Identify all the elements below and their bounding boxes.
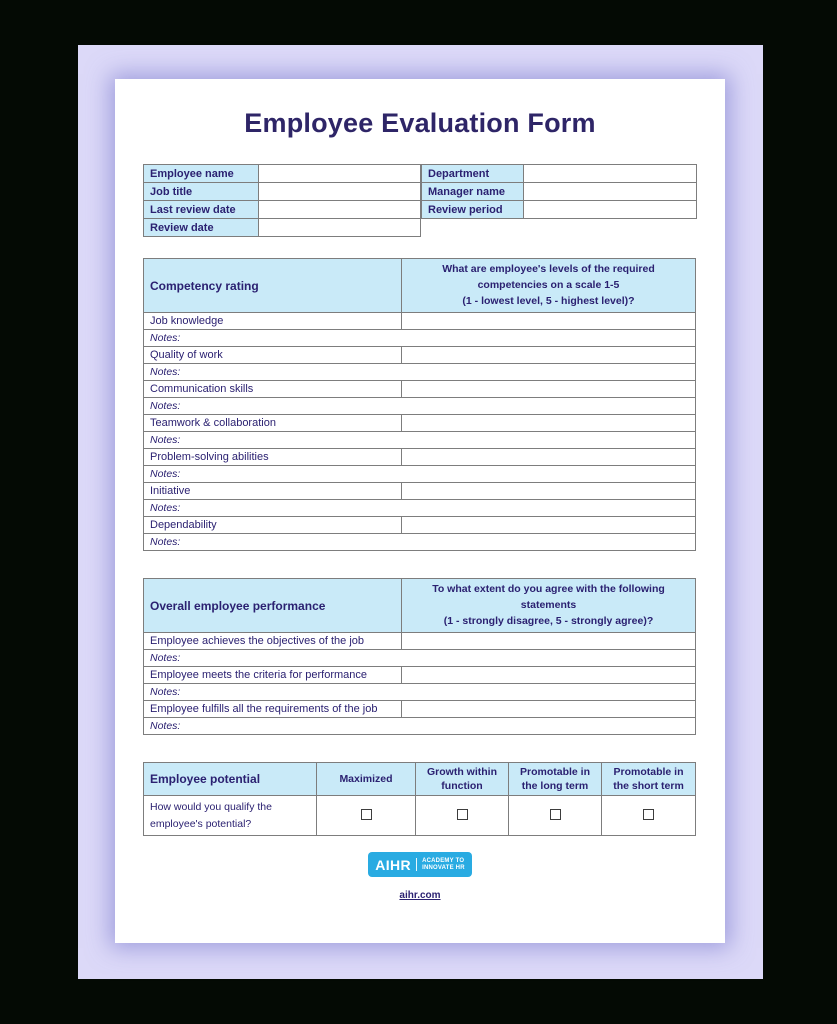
notes-field[interactable]: Notes: (144, 398, 696, 415)
checkbox-growth-within-function[interactable] (457, 809, 468, 820)
job-knowledge-rating-cell[interactable] (402, 313, 696, 330)
employee-potential-table (143, 762, 696, 836)
employee-info-section (143, 164, 695, 237)
page-mat (78, 45, 763, 979)
employee-potential-section (143, 762, 695, 836)
manager-name-label: Manager name (422, 183, 524, 201)
notes-field[interactable]: Notes: (144, 330, 696, 347)
table-row (144, 796, 696, 836)
table-row (144, 718, 696, 735)
table-row (144, 466, 696, 483)
footer-link-wrap (115, 885, 725, 903)
option-promotable-long-header: Promotable in the long term (509, 763, 602, 796)
aihr-logo (368, 852, 471, 877)
table-row (144, 650, 696, 667)
aihr-logo-text: AIHR (375, 856, 412, 873)
employee-name-field[interactable] (259, 165, 421, 183)
table-row (144, 483, 696, 500)
overall-performance-table (143, 578, 696, 735)
notes-field[interactable]: Notes: (144, 364, 696, 381)
competency-rating-section (143, 258, 695, 551)
table-row (144, 684, 696, 701)
criteria-rating-cell[interactable] (402, 667, 696, 684)
department-label: Department (422, 165, 524, 183)
table-row (144, 415, 696, 432)
table-row (144, 667, 696, 684)
performance-scale-header (402, 579, 696, 633)
competency-scale-question: What are employee's levels of the required competencies on a scale 1-5 (442, 263, 655, 291)
last-review-date-field[interactable] (259, 201, 421, 219)
performance-statement: Employee fulfills all the requirements of the job (144, 701, 402, 718)
competency-label: Problem-solving abilities (144, 449, 402, 466)
competency-label: Dependability (144, 517, 402, 534)
table-row (422, 165, 697, 183)
table-row (144, 398, 696, 415)
employee-info-table-left (143, 164, 421, 237)
table-row (144, 701, 696, 718)
option-maximized-header: Maximized (317, 763, 416, 796)
employee-name-label: Employee name (144, 165, 259, 183)
table-header-row (144, 763, 696, 796)
competency-label: Quality of work (144, 347, 402, 364)
last-review-date-label: Last review date (144, 201, 259, 219)
table-row (144, 313, 696, 330)
communication-skills-rating-cell[interactable] (402, 381, 696, 398)
checkbox-cell-growth (416, 796, 509, 836)
table-row (144, 633, 696, 650)
tagline-line2: INNOVATE HR (422, 864, 465, 871)
performance-statement: Employee achieves the objectives of the job (144, 633, 402, 650)
table-header-row (144, 579, 696, 633)
notes-field[interactable]: Notes: (144, 718, 696, 735)
potential-question: How would you qualify the employee's potential? (144, 796, 317, 836)
notes-field[interactable]: Notes: (144, 432, 696, 449)
performance-statement: Employee meets the criteria for performance (144, 667, 402, 684)
option-promotable-short-header: Promotable in the short term (602, 763, 696, 796)
table-row (144, 183, 421, 201)
aihr-logo-tagline (422, 858, 465, 872)
initiative-rating-cell[interactable] (402, 483, 696, 500)
document-page (115, 79, 725, 943)
tagline-line1: ACADEMY TO (422, 857, 465, 864)
notes-field[interactable]: Notes: (144, 650, 696, 667)
job-title-label: Job title (144, 183, 259, 201)
table-row (144, 165, 421, 183)
table-row (144, 517, 696, 534)
competency-scale-legend: (1 - lowest level, 5 - highest level)? (462, 294, 635, 307)
requirements-rating-cell[interactable] (402, 701, 696, 718)
competency-label: Initiative (144, 483, 402, 500)
table-row (144, 330, 696, 347)
table-row (422, 183, 697, 201)
table-row (144, 201, 421, 219)
teamwork-rating-cell[interactable] (402, 415, 696, 432)
dependability-rating-cell[interactable] (402, 517, 696, 534)
notes-field[interactable]: Notes: (144, 466, 696, 483)
table-row (144, 364, 696, 381)
page-title: Employee Evaluation Form (244, 108, 596, 138)
review-period-field[interactable] (524, 201, 697, 219)
table-header-row (144, 259, 696, 313)
table-row (144, 500, 696, 517)
table-row (422, 201, 697, 219)
competency-scale-header (402, 259, 696, 313)
competency-rating-header: Competency rating (144, 259, 402, 313)
notes-field[interactable]: Notes: (144, 534, 696, 551)
option-growth-header: Growth within function (416, 763, 509, 796)
quality-of-work-rating-cell[interactable] (402, 347, 696, 364)
employee-potential-header: Employee potential (144, 763, 317, 796)
competency-rating-table (143, 258, 696, 551)
aihr-com-link[interactable]: aihr.com (399, 890, 441, 901)
competency-label: Teamwork & collaboration (144, 415, 402, 432)
review-date-label: Review date (144, 219, 259, 237)
performance-scale-legend: (1 - strongly disagree, 5 - strongly agree)? (443, 614, 654, 627)
checkbox-cell-promotable-short (602, 796, 696, 836)
overall-performance-header: Overall employee performance (144, 579, 402, 633)
logo-divider (416, 858, 417, 871)
checkbox-maximized[interactable] (361, 809, 372, 820)
checkbox-promotable-long-term[interactable] (550, 809, 561, 820)
footer-section (115, 852, 725, 903)
objectives-rating-cell[interactable] (402, 633, 696, 650)
table-row (144, 449, 696, 466)
department-field[interactable] (524, 165, 697, 183)
checkbox-cell-promotable-long (509, 796, 602, 836)
checkbox-cell-maximized (317, 796, 416, 836)
job-title-field[interactable] (259, 183, 421, 201)
table-row (144, 219, 421, 237)
table-row (144, 432, 696, 449)
competency-label: Communication skills (144, 381, 402, 398)
table-row (144, 347, 696, 364)
notes-field[interactable]: Notes: (144, 684, 696, 701)
employee-info-table-right (421, 164, 697, 219)
notes-field[interactable]: Notes: (144, 500, 696, 517)
checkbox-promotable-short-term[interactable] (643, 809, 654, 820)
table-row (144, 534, 696, 551)
review-period-label: Review period (422, 201, 524, 219)
competency-label: Job knowledge (144, 313, 402, 330)
overall-performance-section (143, 578, 695, 735)
review-date-field[interactable] (259, 219, 421, 237)
table-row (144, 381, 696, 398)
manager-name-field[interactable] (524, 183, 697, 201)
performance-scale-question: To what extent do you agree with the following statements (432, 583, 665, 611)
problem-solving-rating-cell[interactable] (402, 449, 696, 466)
